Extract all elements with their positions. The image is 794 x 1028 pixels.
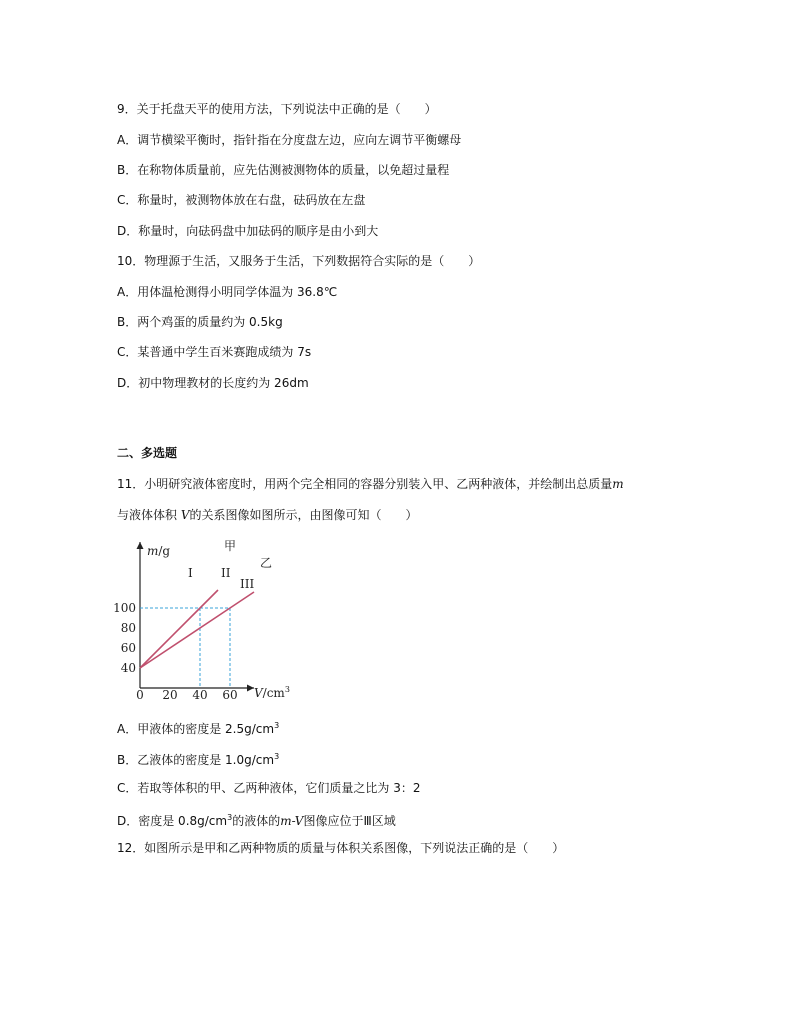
x-tick-label: 20 [162,688,178,702]
q9-stem: 9．关于托盘天平的使用方法，下列说法中正确的是（ ） [117,102,437,116]
q11-option-a-text: A．甲液体的密度是 2.5g/cm [117,722,275,736]
q12-stem: 12．如图所示是甲和乙两种物质的质量与体积关系图像，下列说法正确的是（ ） [117,841,565,855]
q10-option-a: A．用体温枪测得小明同学体温为 36.8℃ [117,285,338,299]
q10-option-c: C．某普通中学生百米赛跑成绩为 7s [117,345,312,359]
x-tick-label: 0 [136,688,144,702]
q11-stem-line1 [117,476,624,492]
y-tick-label: 40 [120,661,136,675]
x-tick-label: 60 [222,688,238,702]
q11-stem-line2 [117,507,418,523]
superscript: 3 [274,721,280,730]
guide-lines [140,608,230,688]
data-lines [140,590,254,668]
series-label-yi: 乙 [260,556,273,570]
series-line-jia [140,590,218,668]
q11-option-b-text: B．乙液体的密度是 1.0g/cm [117,753,275,767]
q11-stem-text: 11．小明研究液体密度时，用两个完全相同的容器分别装入甲、乙两种液体，并绘制出总质量 [117,477,613,491]
q10-option-d: D．初中物理教材的长度约为 26dm [117,376,309,390]
q9-option-c: C．称量时，被测物体放在右盘，砝码放在左盘 [117,193,366,207]
q11-option-a [117,718,279,737]
q9-option-b: B．在称物体质量前，应先估测被测物体的质量，以免超过量程 [117,163,450,177]
q11-var-mv: m-V [280,814,304,828]
mass-volume-chart [113,536,290,702]
q11-option-d-text: 图像应位于Ⅲ区域 [303,814,396,828]
y-tick-label: 100 [113,601,136,615]
q11-var-m: m [612,477,624,491]
q9-option-d: D．称量时，向砝码盘中加砝码的顺序是由小到大 [117,224,379,238]
q11-stem-text: 的关系图像如图所示，由图像可知（ ） [189,508,418,522]
x-tick-label: 40 [192,688,208,702]
q10-option-b: B．两个鸡蛋的质量约为 0.5kg [117,315,283,329]
region-label-iii: III [240,577,255,591]
q11-option-d [117,810,396,829]
q11-option-d-text: 的液体的 [232,814,281,828]
q11-var-v: V [180,508,190,522]
q10-stem: 10．物理源于生活，又服务于生活，下列数据符合实际的是（ ） [117,254,481,268]
q11-option-b [117,749,279,768]
q11-option-c: C．若取等体积的甲、乙两种液体，它们质量之比为 3：2 [117,781,421,795]
section-title: 二、多选题 [117,446,178,460]
series-line-yi [140,592,254,668]
series-label-jia: 甲 [224,539,237,553]
q11-stem-text: 与液体体积 [117,508,178,522]
superscript: 3 [274,752,280,761]
region-label-i: I [188,566,193,580]
y-tick-label: 80 [120,621,136,635]
q11-option-d-text: D．密度是 0.8g/cm [117,814,228,828]
superscript: 3 [227,813,233,822]
region-label-ii: II [221,566,231,580]
y-axis-label: m/g [147,544,171,558]
y-tick-label: 60 [120,641,136,655]
q9-option-a: A．调节横梁平衡时，指针指在分度盘左边，应向左调节平衡螺母 [117,133,462,147]
x-axis-label: $V/cm^3$ [254,685,290,700]
